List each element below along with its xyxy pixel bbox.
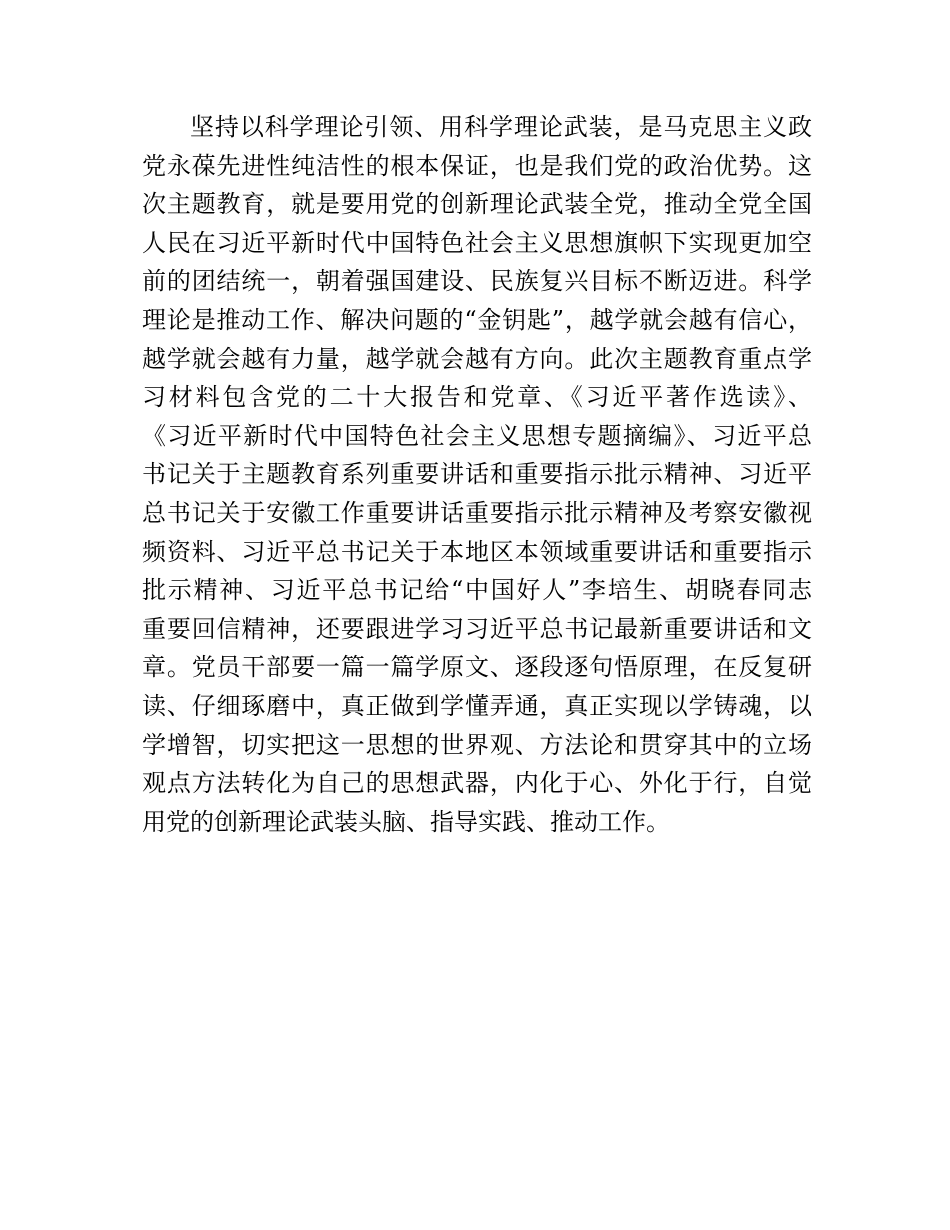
paragraph-line-6: 理论是推动工作、解决问题的“金钥匙”，越学就会越有信心， [142,305,812,334]
body-paragraph [142,108,812,841]
paragraph-line-5: 前的团结统一，朝着强国建设、民族复兴目标不断迈进。科学 [142,267,812,296]
paragraph-line-3: 次主题教育，就是要用党的创新理论武装全党，推动全党全国 [142,190,812,219]
paragraph-line-14: 重要回信精神，还要跟进学习习近平总书记最新重要讲话和文 [142,614,812,643]
paragraph-line-4: 人民在习近平新时代中国特色社会主义思想旗帜下实现更加空 [142,228,812,257]
paragraph-line-1: 坚持以科学理论引领、用科学理论武装，是马克思主义政 [190,113,812,141]
paragraph-line-19: 用党的创新理论武装头脑、指导实践、推动工作。 [142,807,670,836]
paragraph-line-11: 总书记关于安徽工作重要讲话重要指示批示精神及考察安徽视 [142,498,812,527]
paragraph-line-12: 频资料、习近平总书记关于本地区本领域重要讲话和重要指示 [142,537,812,566]
paragraph-line-7: 越学就会越有力量，越学就会越有方向。此次主题教育重点学 [142,344,812,373]
paragraph-line-8: 习材料包含党的二十大报告和党章、《习近平著作选读》、 [142,383,812,412]
paragraph-line-17: 学增智，切实把这一思想的世界观、方法论和贯穿其中的立场 [142,730,812,759]
paragraph-line-16: 读、仔细琢磨中，真正做到学懂弄通，真正实现以学铸魂，以 [142,691,812,720]
paragraph-line-10: 书记关于主题教育系列重要讲话和重要指示批示精神、习近平 [142,460,812,489]
paragraph-line-2: 党永葆先进性纯洁性的根本保证，也是我们党的政治优势。这 [142,151,812,180]
paragraph-line-18: 观点方法转化为自己的思想武器，内化于心、外化于行，自觉 [142,769,812,798]
paragraph-line-15: 章。党员干部要一篇一篇学原文、逐段逐句悟原理，在反复研 [142,653,812,682]
paragraph-line-9: 《习近平新时代中国特色社会主义思想专题摘编》、习近平总 [142,421,812,450]
paragraph-line-13: 批示精神、习近平总书记给“中国好人”李培生、胡晓春同志 [142,576,812,605]
